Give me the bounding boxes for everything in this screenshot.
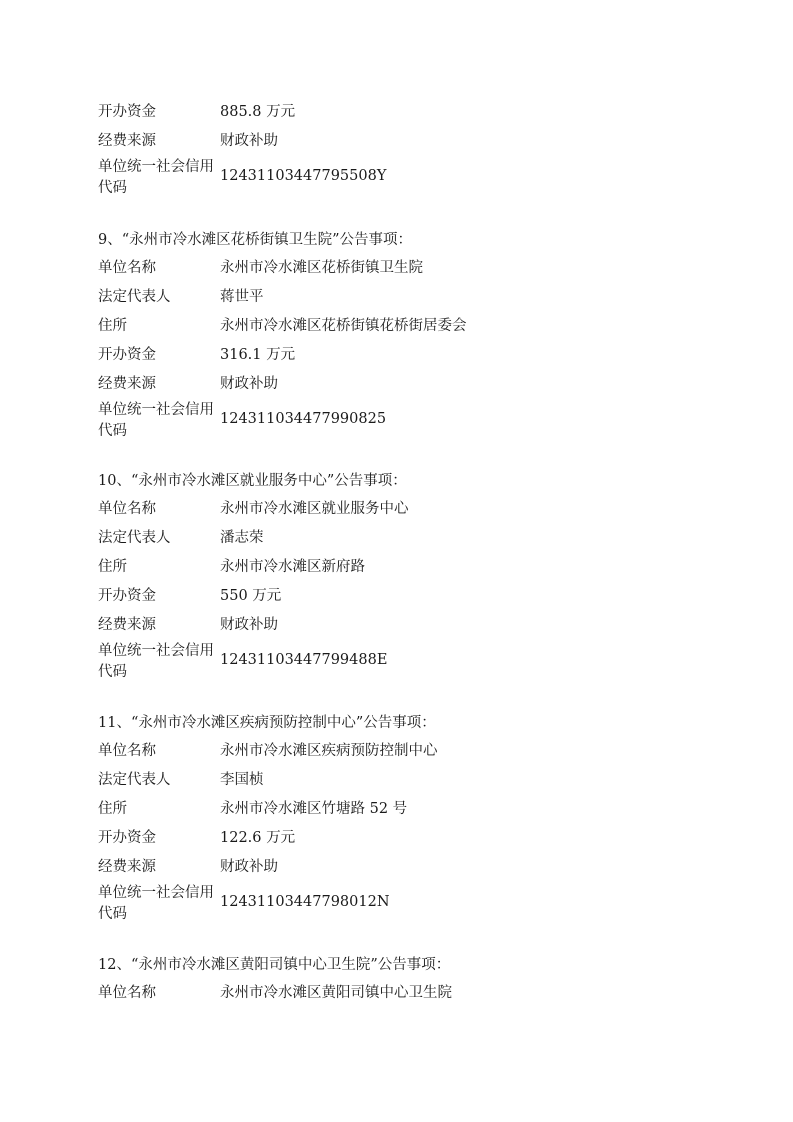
record-row-capital [98, 97, 698, 126]
record-row-funding [98, 852, 698, 881]
field-label: 单位名称 [98, 501, 156, 517]
field-label: 法定代表人 [98, 530, 171, 546]
field-label: 开办资金 [98, 104, 156, 120]
record-row-address [98, 311, 698, 340]
section-heading: 11、“永州市冷水滩区疾病预防控制中心”公告事项： [98, 715, 436, 731]
field-value: 124311034477990825 [220, 411, 387, 427]
field-value: 12431103447798012N [220, 894, 390, 910]
field-label: 住所 [98, 801, 127, 817]
field-value: 永州市冷水滩区花桥街镇花桥街居委会 [220, 318, 467, 334]
section-heading: 10、“永州市冷水滩区就业服务中心”公告事项： [98, 473, 407, 489]
field-label: 单位名称 [98, 260, 156, 276]
field-value: 永州市冷水滩区疾病预防控制中心 [220, 743, 438, 759]
record-row-code [98, 639, 698, 685]
record-row-funding [98, 610, 698, 639]
record-row-capital [98, 340, 698, 369]
field-value: 122.6 万元 [220, 830, 296, 846]
record-row-name [98, 494, 698, 523]
field-value: 潘志荣 [220, 530, 264, 546]
field-label: 法定代表人 [98, 772, 171, 788]
record-row-funding [98, 126, 698, 155]
field-value: 550 万元 [220, 588, 282, 604]
field-value: 永州市冷水滩区黄阳司镇中心卫生院 [220, 985, 452, 1001]
record-row-code [98, 881, 698, 927]
section-heading: 9、“永州市冷水滩区花桥街镇卫生院”公告事项： [98, 232, 413, 248]
field-label: 住所 [98, 318, 127, 334]
field-value: 永州市冷水滩区花桥街镇卫生院 [220, 260, 423, 276]
record-row-name [98, 736, 698, 765]
field-value: 永州市冷水滩区竹塘路 52 号 [220, 801, 408, 817]
field-value: 12431103447799488E [220, 652, 388, 668]
record-row-code [98, 398, 698, 444]
field-label: 单位统一社会信用代码 [98, 402, 214, 439]
record-row-capital [98, 823, 698, 852]
field-value: 财政补助 [220, 617, 278, 633]
record-row-address [98, 552, 698, 581]
field-label: 经费来源 [98, 133, 156, 149]
field-label: 开办资金 [98, 588, 156, 604]
field-label: 经费来源 [98, 376, 156, 392]
record-row-name [98, 978, 698, 1007]
field-label: 单位统一社会信用代码 [98, 159, 214, 196]
record-row-rep [98, 523, 698, 552]
field-label: 单位统一社会信用代码 [98, 885, 214, 922]
field-value: 财政补助 [220, 376, 278, 392]
field-value: 财政补助 [220, 859, 278, 875]
field-value: 蒋世平 [220, 289, 264, 305]
field-value: 李国桢 [220, 772, 264, 788]
record-row-funding [98, 369, 698, 398]
record-row-code [98, 155, 698, 201]
field-value: 财政补助 [220, 133, 278, 149]
field-label: 经费来源 [98, 859, 156, 875]
field-label: 单位名称 [98, 985, 156, 1001]
record-row-rep [98, 765, 698, 794]
record-row-rep [98, 282, 698, 311]
field-label: 住所 [98, 559, 127, 575]
record-row-address [98, 794, 698, 823]
field-label: 经费来源 [98, 617, 156, 633]
field-value: 885.8 万元 [220, 104, 296, 120]
field-label: 法定代表人 [98, 289, 171, 305]
field-value: 永州市冷水滩区就业服务中心 [220, 501, 409, 517]
field-label: 开办资金 [98, 347, 156, 363]
field-value: 12431103447795508Y [220, 168, 387, 184]
record-row-name [98, 253, 698, 282]
field-label: 单位统一社会信用代码 [98, 643, 214, 680]
field-value: 316.1 万元 [220, 347, 296, 363]
field-label: 单位名称 [98, 743, 156, 759]
section-heading: 12、“永州市冷水滩区黄阳司镇中心卫生院”公告事项： [98, 957, 451, 973]
record-row-capital [98, 581, 698, 610]
field-value: 永州市冷水滩区新府路 [220, 559, 365, 575]
field-label: 开办资金 [98, 830, 156, 846]
